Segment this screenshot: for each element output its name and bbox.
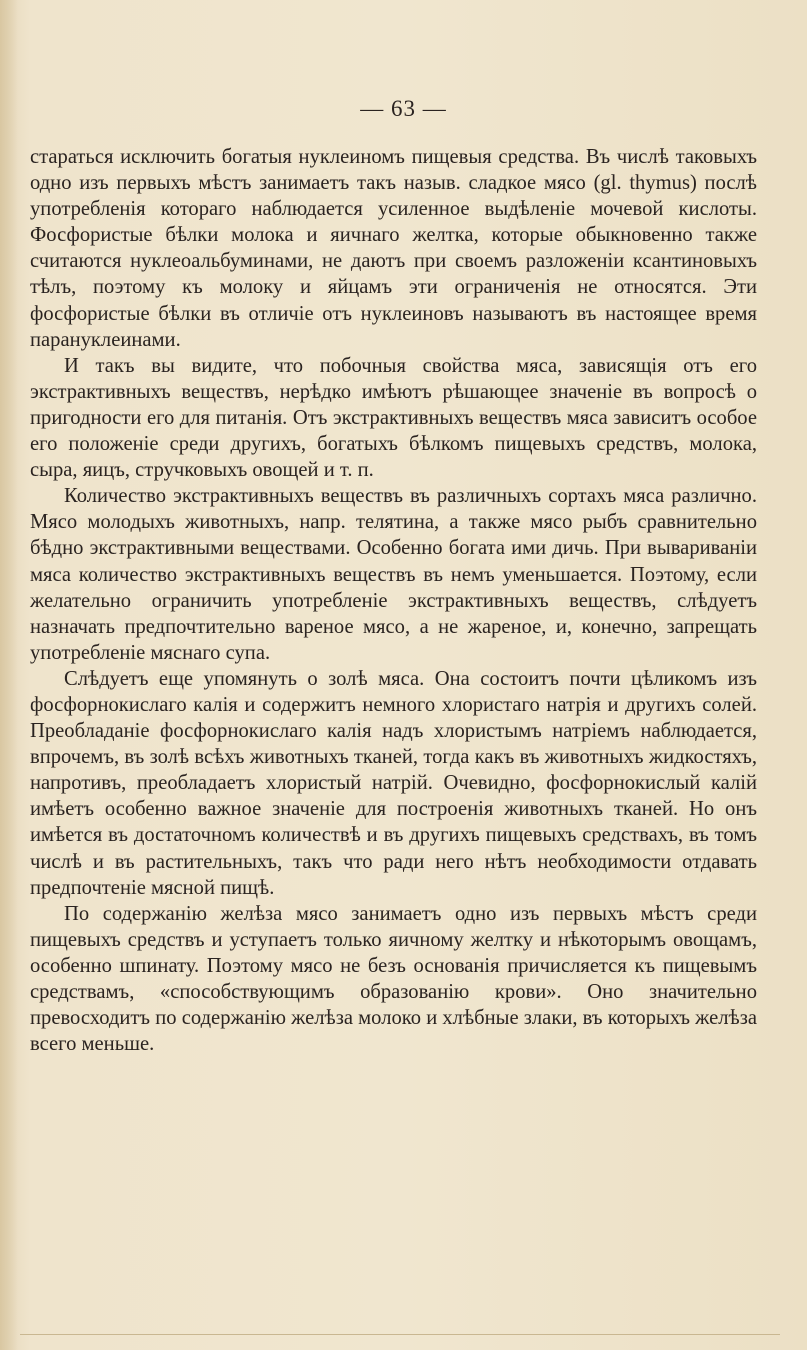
paragraph-4: Слѣдуетъ еще упомянуть о золѣ мяса. Она состоитъ почти цѣликомъ изъ фосфорнокислаго калія и содержитъ немного хлористаго натрія и другихъ солей. Преобладаніе фосфорнокислаго калія надъ хлористымъ натріемъ наблюдается, впрочемъ, въ золѣ всѣхъ животныхъ тканей, тогда какъ въ животныхъ жидкостяхъ, напротивъ, преобладаетъ хлористый натрій. Очевидно, фосфорнокислый калій имѣетъ особенно важное значеніе для построенія животныхъ тканей. Но онъ имѣется въ достаточномъ количествѣ и въ другихъ пищевыхъ средствахъ, въ томъ числѣ и въ растительныхъ, такъ что ради него нѣтъ необходимости отдавать предпочтеніе мясной пищѣ. xyxy=(30,667,757,899)
body-text xyxy=(30,144,757,1057)
paragraph-2: И такъ вы видите, что побочныя свойства мяса, зависящія отъ его экстрактивныхъ веществъ, нерѣдко имѣютъ рѣшающее значеніе въ вопросѣ о пригодности его для питанія. Отъ экстрактивныхъ веществъ мяса зависитъ особое его положеніе среди другихъ, богатыхъ бѣлкомъ пищевыхъ средствъ, молока, сыра, яицъ, стручковыхъ овощей и т. п. xyxy=(30,354,757,482)
paragraph-5: По содержанію желѣза мясо занимаетъ одно изъ первыхъ мѣстъ среди пищевыхъ средствъ и уступаетъ только яичному желтку и нѣкоторымъ овощамъ, особенно шпинату. Поэтому мясо не безъ основанія причисляется къ пищевымъ средствамъ, «способствующимъ образованію крови». Оно значительно превосходитъ по содержанію желѣза молоко и хлѣбные злаки, въ которыхъ желѣза всего меньше. xyxy=(30,902,757,1056)
page-bottom-edge xyxy=(20,1334,780,1335)
paragraph-3: Количество экстрактивныхъ веществъ въ различныхъ сортахъ мяса различно. Мясо молодыхъ животныхъ, напр. телятина, а также мясо рыбъ сравнительно бѣдно экстрактивными веществами. Особенно богата ими дичь. При вывариваніи мяса количество экстрактивныхъ веществъ въ немъ уменьшается. Поэтому, если желательно ограничить употребленіе экстрактивныхъ веществъ, слѣдуетъ назначать предпочтительно вареное мясо, а не жареное, и, конечно, запрещать употребленіе мяснаго супа. xyxy=(30,485,757,664)
page-gutter-shadow xyxy=(0,0,18,1350)
paragraph-1: стараться исключить богатыя нуклеиномъ пищевыя средства. Въ числѣ таковыхъ одно изъ первыхъ мѣстъ занимаетъ такъ назыв. сладкое мясо (gl. thymus) послѣ употребленія котораго наблюдается усиленное выдѣленіе мочевой кислоты. Фосфористые бѣлки молока и яичнаго желтка, которые обыкновенно также считаются нуклеоальбуминами, не даютъ при своемъ разложеніи ксантиновыхъ тѣлъ, поэтому къ молоку и яйцамъ эти ограниченія не относятся. Эти фосфористые бѣлки въ отличіе отъ нуклеиновъ называютъ въ настоящее время парануклеинами. xyxy=(30,146,757,351)
page-number-header: — 63 — xyxy=(360,96,447,121)
